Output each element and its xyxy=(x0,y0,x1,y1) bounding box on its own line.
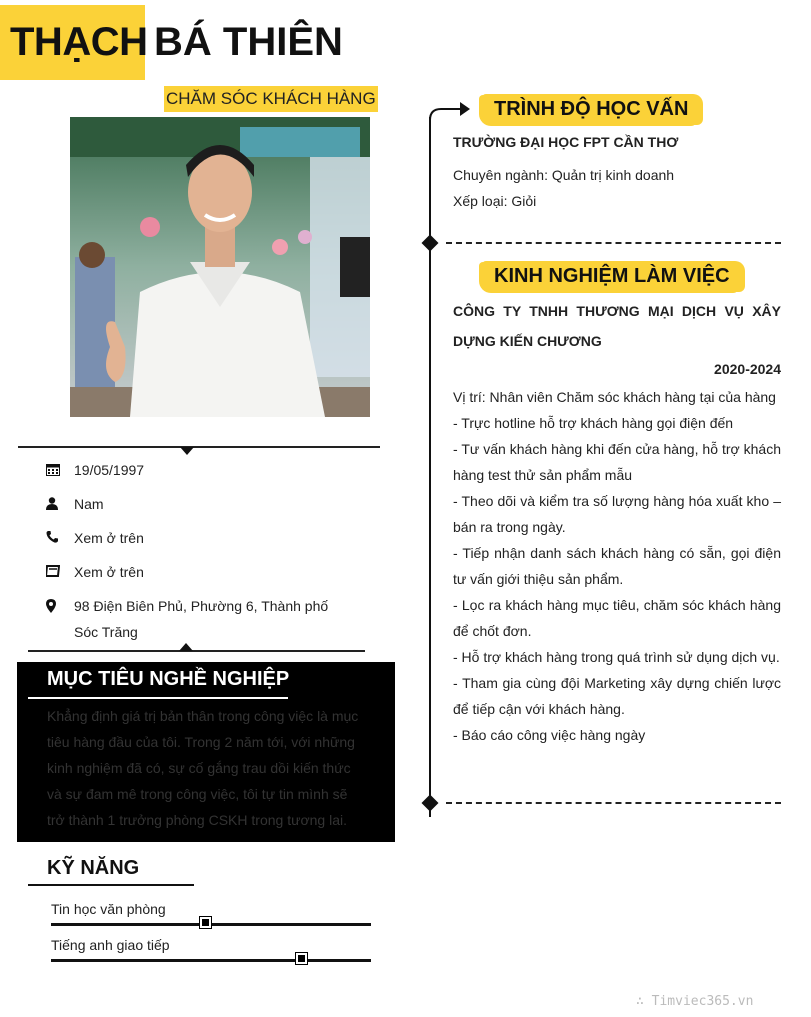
duty-line: - Lọc ra khách hàng mục tiêu, chăm sóc khách hàng xyxy=(453,597,781,613)
divider-arrow-up xyxy=(179,643,193,651)
company-line-1: CÔNG TY TNHH THƯƠNG MẠI DỊCH VỤ XÂY xyxy=(453,303,781,319)
name-rest: BÁ THIÊN xyxy=(154,20,343,64)
duty-line: - Tham gia cùng đội Marketing xây dựng chiến lược xyxy=(453,675,781,691)
skill-label: Tin học văn phòng xyxy=(51,901,166,917)
duty-line: bán ra trong ngày. xyxy=(453,519,566,535)
duty-line: để tiếp cận với khách hàng. xyxy=(453,701,625,717)
work-period: 2020-2024 xyxy=(714,361,781,377)
school-name: TRƯỜNG ĐẠI HỌC FPT CẦN THƠ xyxy=(453,134,679,150)
info-email xyxy=(46,559,376,585)
duty-line: hàng test thử sản phẩm mẫu xyxy=(453,467,633,483)
address-line-1: 98 Điện Biên Phủ, Phường 6, Thành phố xyxy=(74,598,329,614)
info-gender xyxy=(46,491,376,517)
objective-line: kinh nghiệm đã có, sự cố gắng trau dồi kiến thức xyxy=(47,760,351,776)
duty-line: - Trực hotline hỗ trợ khách hàng gọi điện đến xyxy=(453,415,734,431)
phone-icon xyxy=(46,525,74,551)
objective-line: trở thành 1 trưởng phòng CSKH trong tương lai. xyxy=(47,812,347,828)
profile-photo xyxy=(70,117,370,417)
duty-line: - Hỗ trợ khách hàng trong quá trình sử dụng dịch vụ. xyxy=(453,649,780,665)
section-divider xyxy=(446,242,781,244)
divider-top xyxy=(18,446,380,448)
duty-line: để chốt đơn. xyxy=(453,623,532,639)
objective-line: và sự đam mê trong công việc, tôi tự tin mình sẽ xyxy=(47,786,348,802)
info-birthday xyxy=(46,457,376,483)
objective-title-underline xyxy=(28,697,288,699)
objective-line: Khẳng định giá trị bản thân trong công việc là mục xyxy=(47,708,359,724)
education-rank: Xếp loại: Giỏi xyxy=(453,193,537,209)
timeline-arrow-icon xyxy=(427,100,473,122)
job-title: CHĂM SÓC KHÁCH HÀNG xyxy=(164,86,378,112)
user-icon xyxy=(46,491,74,517)
company-line-2: DỰNG KIẾN CHƯƠNG xyxy=(453,333,602,349)
calendar-icon xyxy=(46,457,74,483)
duty-line: - Theo dõi và kiểm tra số lượng hàng hóa xuất kho – xyxy=(453,493,781,509)
address-line-2: Sóc Trăng xyxy=(74,624,138,640)
objective-text xyxy=(47,703,367,833)
divider-bottom xyxy=(28,650,365,652)
timeline-node xyxy=(422,795,439,812)
timeline-line xyxy=(429,117,431,817)
skill-label: Tiếng anh giao tiếp xyxy=(51,937,170,953)
divider-arrow-down xyxy=(180,447,194,455)
duty-line: - Tiếp nhận danh sách khách hàng có sẵn, gọi điện xyxy=(453,545,781,561)
site-watermark: ∴ Timviec365.vn xyxy=(636,994,754,1009)
gender-value: Nam xyxy=(74,496,104,512)
objective-line: tiêu hàng đầu của tôi. Trong 2 năm tới, với những xyxy=(47,734,355,750)
skills-title: KỸ NĂNG xyxy=(47,857,140,879)
duties-list xyxy=(453,410,781,748)
work-position: Vị trí: Nhân viên Chăm sóc khách hàng tại của hàng xyxy=(453,389,776,405)
location-pin-icon xyxy=(46,593,74,645)
skills-title-underline xyxy=(28,884,194,886)
skill-bar xyxy=(51,923,371,926)
envelope-icon xyxy=(46,559,74,585)
section-divider xyxy=(446,802,781,804)
timeline-node xyxy=(422,235,439,252)
info-address xyxy=(46,593,376,645)
company-name xyxy=(453,296,781,356)
skill-bar xyxy=(51,959,371,962)
birthday-value: 19/05/1997 xyxy=(74,462,145,478)
experience-title: KINH NGHIỆM LÀM VIỆC xyxy=(482,261,742,292)
name-first: THẠCH xyxy=(10,20,148,64)
email-value: Xem ở trên xyxy=(74,564,144,580)
skill-level-marker xyxy=(200,917,211,928)
objective-title: MỤC TIÊU NGHỀ NGHIỆP xyxy=(47,668,290,690)
duty-line: tư vấn giới thiệu sản phẩm. xyxy=(453,571,624,587)
info-phone xyxy=(46,525,376,551)
duty-line: - Tư vấn khách hàng khi đến cửa hàng, hỗ trợ khách xyxy=(453,441,781,457)
skill-level-marker xyxy=(296,953,307,964)
education-major: Chuyên ngành: Quản trị kinh doanh xyxy=(453,167,675,183)
duty-line: - Báo cáo công việc hàng ngày xyxy=(453,727,646,743)
phone-value: Xem ở trên xyxy=(74,530,144,546)
education-title: TRÌNH ĐỘ HỌC VẤN xyxy=(482,94,700,125)
